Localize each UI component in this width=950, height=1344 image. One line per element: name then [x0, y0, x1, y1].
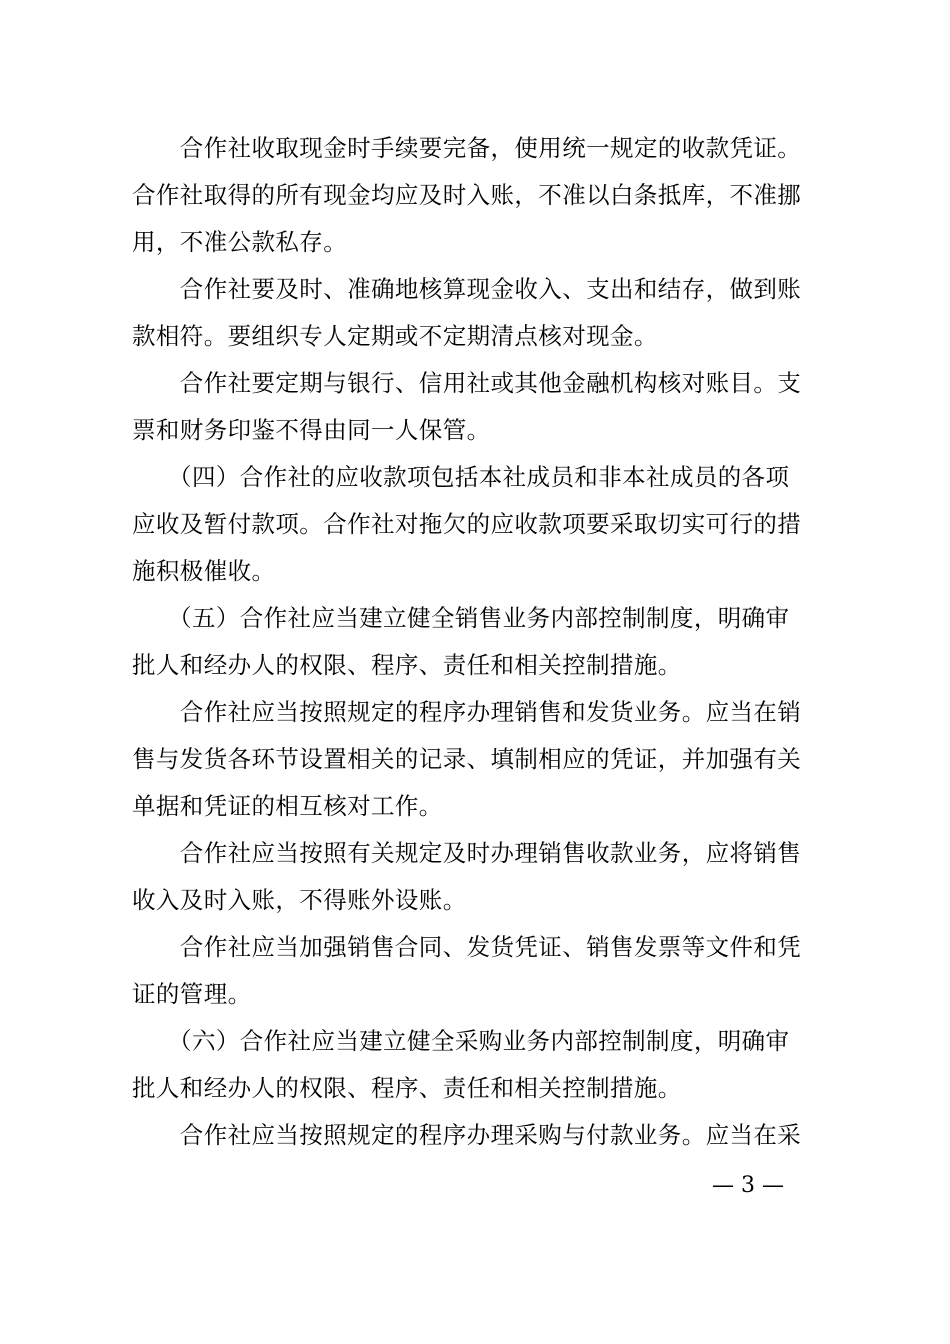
- text-line: 合作社要及时、准确地核算现金收入、支出和结存，做到账: [132, 275, 802, 303]
- text-line: 合作社要定期与银行、信用社或其他金融机构核对账目。支: [132, 369, 802, 397]
- text-line: （五）合作社应当建立健全销售业务内部控制制度，明确审: [132, 604, 790, 632]
- text-line: 单据和凭证的相互核对工作。: [132, 792, 443, 820]
- text-line: 施积极催收。: [132, 557, 276, 585]
- text-line: （四）合作社的应收款项包括本社成员和非本社成员的各项: [132, 463, 790, 491]
- text-line: 合作社应当按照规定的程序办理销售和发货业务。应当在销: [132, 698, 802, 726]
- text-line: 收入及时入账，不得账外设账。: [132, 886, 467, 914]
- text-line: 款相符。要组织专人定期或不定期清点核对现金。: [132, 322, 658, 350]
- text-line: 批人和经办人的权限、程序、责任和相关控制措施。: [132, 1074, 682, 1102]
- text-line: 合作社收取现金时手续要完备，使用统一规定的收款凭证。: [132, 134, 802, 162]
- page-number: — 3 —: [712, 1173, 784, 1198]
- text-line: 票和财务印鉴不得由同一人保管。: [132, 416, 491, 444]
- text-line: 用，不准公款私存。: [132, 228, 348, 256]
- text-line: 合作社应当按照有关规定及时办理销售收款业务，应将销售: [132, 839, 802, 867]
- text-line: 合作社应当加强销售合同、发货凭证、销售发票等文件和凭: [132, 933, 802, 961]
- text-line: 应收及暂付款项。合作社对拖欠的应收款项要采取切实可行的措: [132, 510, 802, 538]
- text-line: 合作社应当按照规定的程序办理采购与付款业务。应当在采: [132, 1121, 802, 1149]
- text-line: 批人和经办人的权限、程序、责任和相关控制措施。: [132, 651, 682, 679]
- text-line: 售与发货各环节设置相关的记录、填制相应的凭证，并加强有关: [132, 745, 802, 773]
- text-line: 合作社取得的所有现金均应及时入账，不准以白条抵库，不准挪: [132, 181, 802, 209]
- text-line: 证的管理。: [132, 980, 252, 1008]
- text-line: （六）合作社应当建立健全采购业务内部控制制度，明确审: [132, 1027, 790, 1055]
